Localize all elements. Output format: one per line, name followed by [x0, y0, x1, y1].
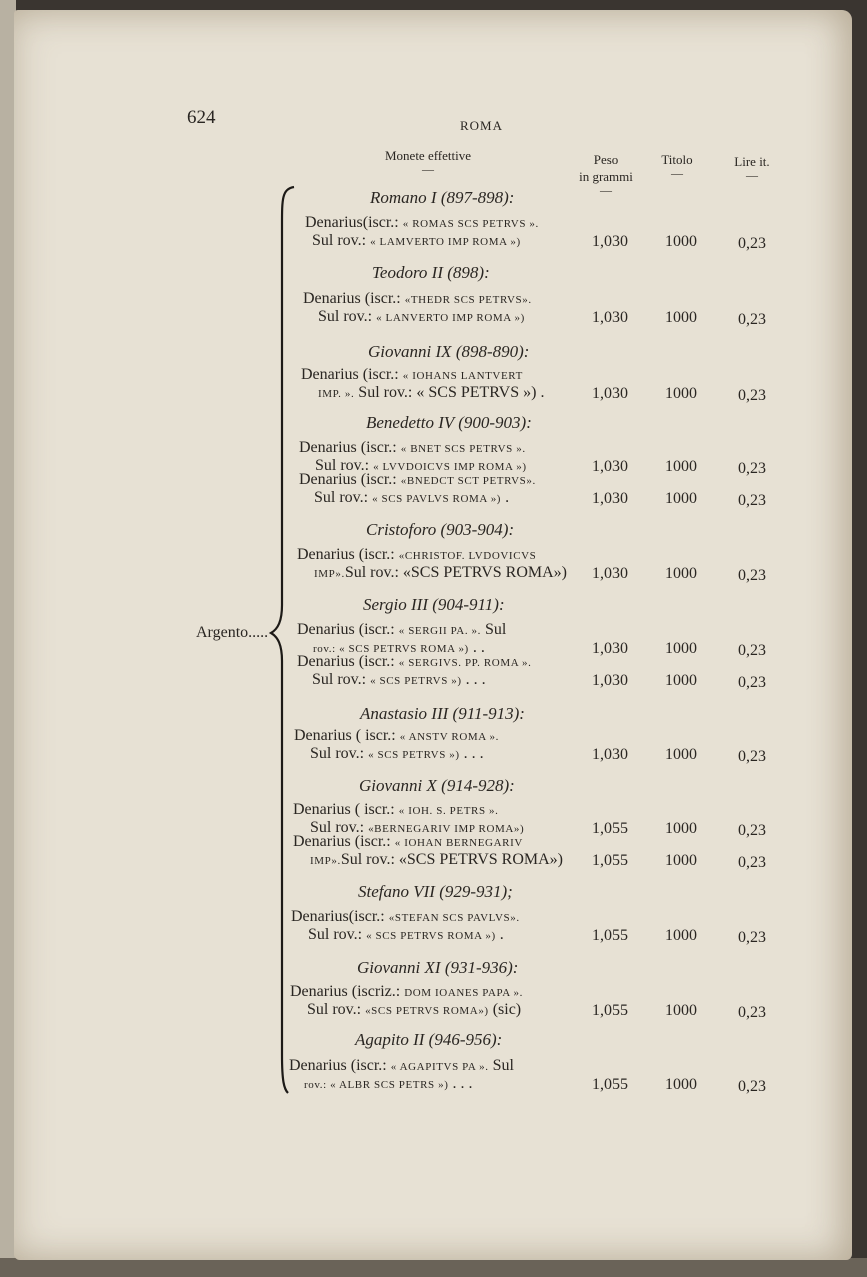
coin-desc-line2-text-after: . .	[468, 639, 485, 656]
coin-desc-line2-text: Sul rov.:	[312, 671, 371, 688]
coin-desc-line2-inscription: IMP».	[314, 568, 345, 580]
coin-desc-line1-text: Denarius(iscr.:	[291, 908, 389, 925]
coin-desc-line1-text-after: Sul	[488, 1057, 514, 1074]
peso-value: 1,030	[592, 385, 628, 402]
coin-desc-line1-inscription: « IOH. S. PETRS ».	[398, 805, 499, 817]
peso-value: 1,055	[592, 1002, 628, 1019]
ruler-title: Giovanni X (914-928):	[359, 776, 515, 795]
lire-value: 0,23	[738, 387, 766, 404]
coin-desc-line1	[299, 471, 536, 490]
titolo-value: 1000	[665, 927, 697, 944]
lire-value: 0,23	[738, 642, 766, 659]
coin-desc-line2-inscription: « SCS PETRVS »)	[368, 749, 460, 761]
column-header-monete-label: Monete effettive	[384, 148, 472, 163]
ruler-title: Giovanni XI (931-936):	[357, 958, 519, 977]
coin-desc-line1	[291, 908, 520, 927]
ruler-title: Stefano VII (929-931);	[358, 882, 513, 901]
coin-desc-line2	[312, 671, 486, 690]
coin-desc-line2-text: Sul rov.:	[318, 308, 377, 325]
coin-desc-line2-text: Sul rov.:	[314, 489, 373, 506]
running-head: ROMA	[460, 118, 504, 133]
coin-desc-line1-text: Denarius (iscr.:	[297, 621, 399, 638]
coin-desc-line1	[290, 983, 523, 1002]
titolo-value: 1000	[665, 490, 697, 507]
titolo-value: 1000	[665, 309, 697, 326]
coin-desc-line1-text: Denarius ( iscr.:	[294, 727, 400, 744]
coin-desc-line2-text-after: . . .	[459, 745, 484, 762]
page-number: 624	[187, 107, 216, 128]
titolo-value: 1000	[665, 852, 697, 869]
titolo-value: 1000	[665, 1002, 697, 1019]
coin-desc-line2	[310, 851, 563, 870]
peso-value: 1,030	[592, 233, 628, 250]
peso-value: 1,030	[592, 565, 628, 582]
ruler-title: Romano I (897-898):	[370, 188, 515, 207]
peso-value: 1,055	[592, 927, 628, 944]
lire-value: 0,23	[738, 674, 766, 691]
coin-desc-line1	[305, 214, 539, 233]
coin-desc-line2	[308, 926, 504, 945]
coin-desc-line2-inscription: « LAMVERTO IMP ROMA »)	[370, 236, 521, 248]
coin-desc-line2-text-after: Sul rov.: «SCS PETRVS ROMA»)	[344, 564, 567, 581]
coin-desc-line2	[314, 564, 567, 583]
coin-desc-line1-text: Denarius (iscr.:	[303, 290, 405, 307]
coin-desc-line1	[297, 546, 536, 565]
coin-desc-line1-text: Denarius (iscr.:	[299, 439, 401, 456]
coin-desc-line1	[297, 653, 531, 672]
lire-value: 0,23	[738, 311, 766, 328]
lire-value: 0,23	[738, 1004, 766, 1021]
column-header-dash: —	[600, 183, 612, 197]
coin-desc-line2-text-after: .	[495, 926, 504, 943]
coin-desc-line1	[293, 801, 498, 820]
coin-desc-line2-inscription: «BERNEGARIV IMP ROMA»)	[368, 823, 525, 835]
coin-desc-line2-inscription: IMP».	[310, 855, 341, 867]
coin-desc-line1	[294, 727, 499, 746]
coin-desc-line2-text: Sul rov.:	[310, 745, 369, 762]
coin-desc-line2-text-after: Sul rov.: « SCS PETRVS ») .	[354, 384, 545, 401]
column-header-dash: —	[422, 162, 434, 176]
coin-desc-line1-inscription: « ANSTV ROMA ».	[399, 731, 500, 743]
coin-desc-line1-inscription: «CHRISTOF. LVDOVICVS	[398, 550, 537, 562]
titolo-value: 1000	[665, 672, 697, 689]
coin-desc-line1	[289, 1057, 514, 1076]
titolo-value: 1000	[665, 565, 697, 582]
peso-value: 1,030	[592, 309, 628, 326]
column-header-titolo	[650, 151, 704, 178]
coin-desc-line1-inscription: « BNET SCS PETRVS ».	[400, 443, 526, 455]
peso-value: 1,030	[592, 490, 628, 507]
coin-desc-line1-inscription: « IOHANS LANTVERT	[402, 370, 523, 382]
coin-desc-line2-inscription: rov.: « SCS PETRVS ROMA »)	[313, 643, 469, 655]
coin-desc-line2-text-after: . . .	[461, 671, 486, 688]
coin-desc-line2-inscription: «SCS PETRVS ROMA»)	[365, 1005, 489, 1017]
coin-desc-line2-inscription: « SCS PETRVS »)	[370, 675, 462, 687]
coin-desc-line1-text: Denarius (iscriz.:	[290, 983, 405, 1000]
peso-value: 1,055	[592, 852, 628, 869]
peso-value: 1,030	[592, 458, 628, 475]
coin-desc-line1	[303, 290, 532, 309]
titolo-value: 1000	[665, 385, 697, 402]
coin-desc-line1-text: Denarius (iscr.:	[293, 833, 395, 850]
coin-desc-line1-text: Denarius (iscr.:	[289, 1057, 391, 1074]
lire-value: 0,23	[738, 854, 766, 871]
lire-value: 0,23	[738, 822, 766, 839]
column-header-monete	[378, 147, 478, 174]
coin-desc-line2-text-after: .	[501, 489, 510, 506]
column-header-peso	[568, 151, 644, 195]
titolo-value: 1000	[665, 233, 697, 250]
coin-desc-line2-inscription: rov.: « ALBR SCS PETRS »)	[304, 1079, 449, 1091]
coin-desc-line1	[297, 621, 506, 640]
lire-value: 0,23	[738, 460, 766, 477]
lire-value: 0,23	[738, 929, 766, 946]
coin-desc-line1-inscription: « ROMAS SCS PETRVS ».	[402, 218, 539, 230]
metal-label: Argento.....	[196, 624, 269, 641]
coin-desc-line1-inscription: « SERGII PA. ».	[398, 625, 481, 637]
coin-desc-line2-text: Sul rov.:	[315, 457, 374, 474]
coin-desc-line1-text: Denarius (iscr.:	[299, 471, 401, 488]
column-header-dash: —	[671, 166, 683, 180]
titolo-value: 1000	[665, 1076, 697, 1093]
ruler-title: Benedetto IV (900-903):	[366, 413, 532, 432]
coin-desc-line1-text-after: Sul	[481, 621, 507, 638]
titolo-value: 1000	[665, 458, 697, 475]
coin-desc-line1-inscription: « SERGIVS. PP. ROMA ».	[398, 657, 532, 669]
page-bottom-edge	[0, 1258, 867, 1277]
titolo-value: 1000	[665, 820, 697, 837]
coin-desc-line2	[314, 489, 509, 508]
lire-value: 0,23	[738, 748, 766, 765]
column-header-lire	[722, 153, 782, 180]
coin-desc-line2-inscription: « LVVDOICVS IMP ROMA »)	[373, 461, 527, 473]
coin-desc-line1-inscription: «STEFAN SCS PAVLVS».	[388, 912, 520, 924]
coin-desc-line2	[310, 745, 484, 764]
column-header-peso-label: Peso	[593, 152, 619, 167]
coin-desc-line2-text-after: . . .	[448, 1075, 473, 1092]
coin-desc-line1-inscription: «BNEDCT SCT PETRVS».	[400, 475, 536, 487]
lire-value: 0,23	[738, 1078, 766, 1095]
titolo-value: 1000	[665, 640, 697, 657]
peso-value: 1,030	[592, 672, 628, 689]
coin-desc-line1-text: Denarius (iscr.:	[297, 546, 399, 563]
coin-desc-line1	[301, 366, 523, 385]
ruler-title: Teodoro II (898):	[372, 263, 490, 282]
coin-desc-line2-inscription: « LANVERTO IMP ROMA »)	[376, 312, 525, 324]
coin-desc-line1-text: Denarius (iscr.:	[297, 653, 399, 670]
coin-desc-line2	[304, 1075, 472, 1094]
lire-value: 0,23	[738, 567, 766, 584]
coin-desc-line2	[307, 1001, 521, 1020]
coin-desc-line2-inscription: « SCS PETRVS ROMA »)	[366, 930, 496, 942]
coin-desc-line2-text-after: (sic)	[488, 1001, 522, 1018]
coin-desc-line1	[299, 439, 526, 458]
curly-brace-icon	[268, 185, 298, 1095]
coin-desc-line2-inscription: « SCS PAVLVS ROMA »)	[372, 493, 502, 505]
column-header-dash: —	[746, 168, 758, 182]
coin-desc-line1-inscription: « AGAPITVS PA ».	[390, 1061, 489, 1073]
peso-value: 1,055	[592, 1076, 628, 1093]
coin-desc-line1-inscription: «THEDR SCS PETRVS».	[404, 294, 532, 306]
coin-desc-line2-text: Sul rov.:	[312, 232, 371, 249]
coin-desc-line1-inscription: DOM IOANES PAPA ».	[404, 987, 523, 999]
coin-desc-line2-inscription: IMP. ».	[318, 388, 355, 400]
coin-desc-line1-text: Denarius (iscr.:	[301, 366, 403, 383]
coin-desc-line2-text-after: Sul rov.: «SCS PETRVS ROMA»)	[340, 851, 563, 868]
coin-desc-line2	[318, 308, 525, 327]
lire-value: 0,23	[738, 235, 766, 252]
peso-value: 1,030	[592, 746, 628, 763]
coin-desc-line1	[293, 833, 523, 852]
titolo-value: 1000	[665, 746, 697, 763]
ruler-title: Agapito II (946-956):	[355, 1030, 503, 1049]
column-header-peso-sublabel: in grammi	[579, 169, 633, 184]
coin-desc-line2	[318, 384, 544, 403]
lire-value: 0,23	[738, 492, 766, 509]
coin-desc-line2-text: Sul rov.:	[307, 1001, 366, 1018]
peso-value: 1,030	[592, 640, 628, 657]
coin-desc-line1-text: Denarius(iscr.:	[305, 214, 403, 231]
coin-desc-line2-text: Sul rov.:	[310, 819, 369, 836]
column-header-titolo-label: Titolo	[661, 152, 693, 167]
peso-value: 1,055	[592, 820, 628, 837]
ruler-title: Cristoforo (903-904):	[366, 520, 515, 539]
coin-desc-line1-inscription: « IOHAN BERNEGARIV	[394, 837, 523, 849]
coin-desc-line2	[312, 232, 521, 251]
ruler-title: Anastasio III (911-913):	[360, 704, 525, 723]
coin-desc-line1-text: Denarius ( iscr.:	[293, 801, 399, 818]
ruler-title: Sergio III (904-911):	[363, 595, 505, 614]
coin-desc-line2-text: Sul rov.:	[308, 926, 367, 943]
ruler-title: Giovanni IX (898-890):	[368, 342, 530, 361]
column-header-lire-label: Lire it.	[734, 154, 770, 169]
